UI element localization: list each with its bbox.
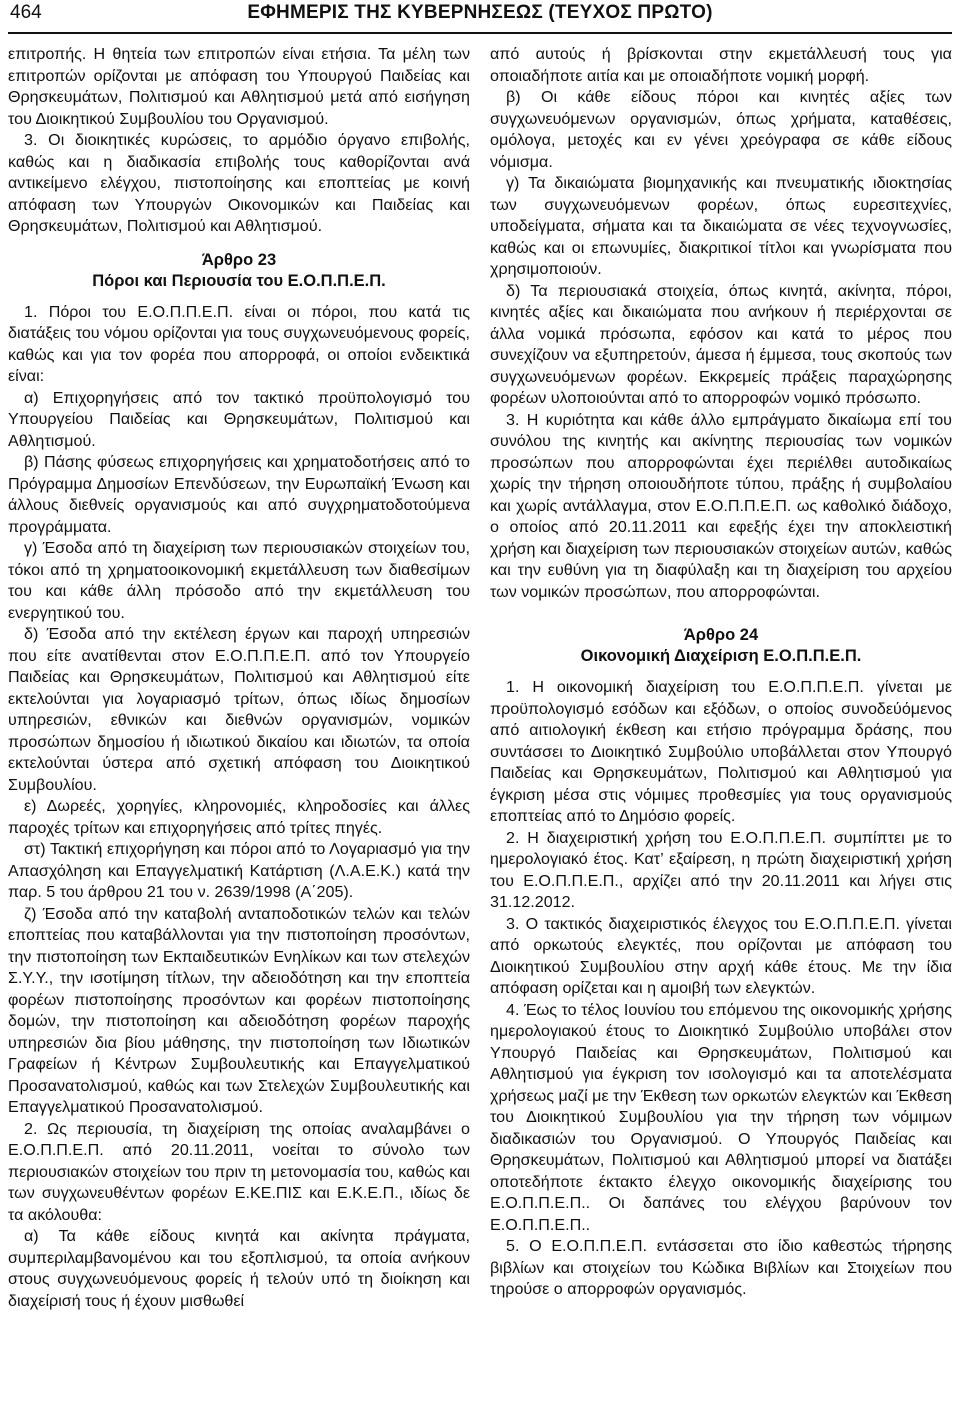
article-title: Οικονομική Διαχείριση Ε.Ο.Π.Π.Ε.Π. xyxy=(580,647,862,665)
paragraph: β) Οι κάθε είδους πόροι και κινητές αξίες των συγχωνευόμενων οργανισμών, όπως χρήματα, καταθέσεις, ομόλογα, μετοχές και εν γένει χρεόγραφα σε κάθε είδους νόμισμα. xyxy=(490,88,952,171)
article-number: Άρθρο 23 xyxy=(201,250,277,269)
paragraph: 5. Ο Ε.Ο.Π.Π.Ε.Π. εντάσσεται στο ίδιο καθεστώς τήρησης βιβλίων και στοιχείων του Κώδικα Βιβλίων και Στοιχείων που τηρούσε ο απορροφών οργανισμός. xyxy=(490,1237,952,1298)
paragraph: 3. Οι διοικητικές κυρώσεις, το αρμόδιο όργανο επιβολής, καθώς και η διαδικασία επιβολής τους καθορίζονται ανά αντικείμενο ελέγχου, πιστοποίησης και εποπτείας με κοινή απόφαση των Υπουργών Οικονομικών και Παιδείας και Θρησκευμάτων, Πολιτισμού και Αθλητισμού. xyxy=(8,131,470,235)
paragraph: α) Επιχορηγήσεις από τον τακτικό προϋπολογισμό του Υπουργείου Παιδείας και Θρησκευμάτων, Πολιτισμού και Αθλητισμού. xyxy=(8,388,470,450)
article-number: Άρθρο 24 xyxy=(683,626,759,644)
paragraph: 2. Ως περιουσία, τη διαχείριση της οποίας αναλαμβάνει ο Ε.Ο.Π.Π.Ε.Π. από 20.11.2011, νοείται το σύνολο των περιουσιακών στοιχείων του πριν τη μετονομασία του, καθώς και των συγχωνευθέντων φορέων Ε.ΚΕ.ΠΙΣ και Ε.Κ.Ε.Π., ιδίως δε τα ακόλουθα: xyxy=(8,1119,470,1224)
paragraph: δ) Έσοδα από την εκτέλεση έργων και παροχή υπηρεσιών που είτε ανατίθενται στον Ε.Ο.Π.Π.Ε.Π. από τον Υπουργείο Παιδείας και Θρησκευμάτων, Πολιτισμού και Αθλητισμού είτε εκτελούνται για λογαριασμό τρίτων, όπως ιδίως δημοσίων υπηρεσιών, εθνικών και διεθνών οργανισμών, νομικών προσώπων δημοσίου ή ιδιωτικού δικαίου και ιδιωτών, τα οποία εκτελούνται ύστερα από σχετική απόφαση του Διοικητικού Συμβουλίου. xyxy=(8,625,470,794)
paragraph: 1. Πόροι του Ε.Ο.Π.Π.Ε.Π. είναι οι πόροι, που κατά τις διατάξεις του νόμου ορίζονται για τους συγχωνευόμενους φορείς, καθώς και για τον φορέα που απορροφά, οι οποίοι ενδεικτικά είναι: xyxy=(8,302,470,385)
right-column xyxy=(490,44,952,1301)
paragraph: 1. Η οικονομική διαχείριση του Ε.Ο.Π.Π.Ε.Π. γίνεται με προϋπολογισμό εσόδων και εξόδων, ο οποίος συνοδεύόμενος από αιτιολογική έκθεση και ετήσιο πρόγραμμα δράσης, που συντάσσει το Διοικητικό Συμβούλιο υποβάλλεται στον Υπουργό Παιδείας και Θρησκευμάτων, Πολιτισμού και Αθλητισμού για έγκριση μέσα στις νόμιμες προθεσμίες για τους οργανισμούς εποπτείας από το Δημόσιο φορείς. xyxy=(490,678,952,825)
paragraph: γ) Έσοδα από τη διαχείριση των περιουσιακών στοιχείων του, τόκοι από τη χρηματοοικονομική εκμετάλλευση των διαθεσίμων του και κάθε άλλη πρόσοδο από την εκμετάλλευση του ενεργητικού του. xyxy=(8,539,470,622)
journal-title: ΕΦΗΜΕΡΙΣ ΤΗΣ ΚΥΒΕΡΝΗΣΕΩΣ (ΤΕΥΧΟΣ ΠΡΩΤΟ) xyxy=(247,2,713,23)
paragraph: δ) Τα περιουσιακά στοιχεία, όπως κινητά, ακίνητα, πόροι, κινητές αξίες και δικαιώματα που ανήκουν ή περιέρχονται σε άλλα νομικά πρόσωπα, εφόσον και κατά το μέρος που συνεχίζουν να εξυπηρετούν, άμεσα ή έμμεσα, τους σκοπούς των συγχωνευόμενων φορέων. Εκκρεμείς πράξεις παραχώρησης φορέων υλοποιούνται από το απορροφών νομικό πρόσωπο. xyxy=(490,281,952,407)
paragraph: β) Πάσης φύσεως επιχορηγήσεις και χρηματοδοτήσεις από το Πρόγραμμα Δημοσίων Επενδύσεων, την Ευρωπαϊκή Ένωση και άλλους διεθνείς οργανισμούς και από συγχρηματοδοτούμενα προγράμματα. xyxy=(8,453,470,536)
page-number: 464 xyxy=(10,2,42,23)
paragraph: 3. Η κυριότητα και κάθε άλλο εμπράγματο δικαίωμα επί του συνόλου της κινητής και ακίνητης περιουσίας των νομικών προσώπων που απορροφώνται έχει περιέλθει αυτοδικαίως χωρίς την τήρηση οποιουδήποτε τύπου, πράξης ή συμβολαίου και χωρίς αντάλλαγμα, στον Ε.Ο.Π.Π.Ε.Π. ως καθολικό διάδοχο, ο οποίος από 20.11.2011 και εφεξής έχει την αποκλειστική χρήση και διαχείριση των περιουσιακών στοιχείων αυτών, καθώς και την ευθύνη για τη διαφύλαξη και τη διαχείριση του αρχείου των νομικών προσώπων, που απορροφώνται. xyxy=(490,410,952,601)
paragraph: 3. Ο τακτικός διαχειριστικός έλεγχος του Ε.Ο.Π.Π.Ε.Π. γίνεται από ορκωτούς ελεγκτές, που ορίζονται με απόφαση του Διοικητικού Συμβουλίου στην αρχή κάθε έτους. Με την ίδια απόφαση ορίζεται και η αμοιβή των ελεγκτών. xyxy=(490,914,952,997)
paragraph: 2. Η διαχειριστική χρήση του Ε.Ο.Π.Π.Ε.Π. συμπίπτει με το ημερολογιακό έτος. Κατ’ εξαίρεση, η πρώτη διαχειριστική χρήση του Ε.Ο.Π.Π.Ε.Π., αρχίζει από την 20.11.2011 και λήγει στις 31.12.2012. xyxy=(490,828,952,911)
paragraph: ζ) Έσοδα από την καταβολή ανταποδοτικών τελών και τελών εποπτείας που καταβάλλονται για την πιστοποίηση προσόντων, την πιστοποίηση των Εκπαιδευτικών Ενηλίκων και των στελεχών Σ.Υ.Υ., την ισοτίμηση τίτλων, την αδειοδότηση και την εποπτεία φορέων πιστοποίησης προσόντων και φορέων πιστοποίησης δομών, την πιστοποίηση και αδειοδότηση φορέων παροχής υπηρεσιών δια βίου μάθησης, την πιστοποίηση των Ιδιωτικών Γραφείων ή Κέντρων Συμβουλευτικής και Επαγγελματικού Προσανατολισμού, καθώς και των Στελεχών Συμβουλευτικής και Επαγγελματικού Προσανατολισμού. xyxy=(8,904,470,1116)
left-column xyxy=(8,44,470,1312)
paragraph: ε) Δωρεές, χορηγίες, κληρονομιές, κληροδοσίες και άλλες παροχές τρίτων και επιχορηγήσεις από τρίτες πηγές. xyxy=(8,797,470,837)
paragraph: α) Τα κάθε είδους κινητά και ακίνητα πράγματα, συμπεριλαμβανομένου και του εξοπλισμού, τα οποία ανήκουν στους συγχωνευόμενους φορείς ή τελούν υπό τη διοίκηση και διαχείρισή τους ή έχουν μισθωθεί xyxy=(8,1227,470,1310)
page-header xyxy=(8,0,952,34)
article-24-heading xyxy=(490,625,952,667)
paragraph: στ) Τακτική επιχορήγηση και πόροι από το Λογαριασμό για την Απασχόληση και Επαγγελματική Κατάρτιση (Λ.Α.Ε.Κ.) κατά την παρ. 5 του άρθρου 21 του ν. 2639/1998 (Α΄205). xyxy=(8,840,470,901)
article-23-heading xyxy=(8,250,470,292)
paragraph: επιτροπής. Η θητεία των επιτροπών είναι ετήσια. Τα μέλη των επιτροπών ορίζονται με απόφαση του Υπουργού Παιδείας και Θρησκευμάτων, Πολιτισμού και Αθλητισμού μετά από εισήγηση του Διοικητικού Συμβουλίου του Οργανισμού. xyxy=(8,45,470,128)
paragraph: από αυτούς ή βρίσκονται στην εκμετάλλευσή τους για οποιαδήποτε αιτία και με οποιαδήποτε νομική μορφή. xyxy=(490,45,952,85)
article-title: Πόροι και Περιουσία του Ε.Ο.Π.Π.Ε.Π. xyxy=(92,271,386,290)
paragraph: γ) Τα δικαιώματα βιομηχανικής και πνευματικής ιδιοκτησίας των συγχωνευόμενων φορέων, όπως ευρεσιτεχνίες, υποδείγματα, σήματα και τα δικαιώματα σε νέες τεχνογνωσίες, καθώς και οι επωνυμίες, διακριτικοί τίτλοι και γνωρίσματα που χρησιμοποιούν. xyxy=(490,174,952,278)
paragraph: 4. Έως το τέλος Ιουνίου του επόμενου της οικονομικής χρήσης ημερολογιακού έτους το Διοικητικό Συμβούλιο υποβάλει στον Υπουργό Παιδείας και Θρησκευμάτων, Πολιτισμού και Αθλητισμού για έγκριση τον ισολογισμό και τα αποτελέσματα χρήσεως μαζί με την Έκθεση των ορκωτών ελεγκτών και Έκθεση του Διοικητικού Συμβουλίου για την τήρηση των νόμιμων διαδικασιών του Οργανισμού. Ο Υπουργός Παιδείας και Θρησκευμάτων, Πολιτισμού και Αθλητισμού μπορεί να διατάξει οποτεδήποτε έκτακτο έλεγχο οικονομικής διαχείρισης του Ε.Ο.Π.Π.Ε.Π.. Οι δαπάνες του ελέγχου βαρύνουν τον Ε.Ο.Π.Π.Ε.Π.. xyxy=(490,1000,952,1234)
